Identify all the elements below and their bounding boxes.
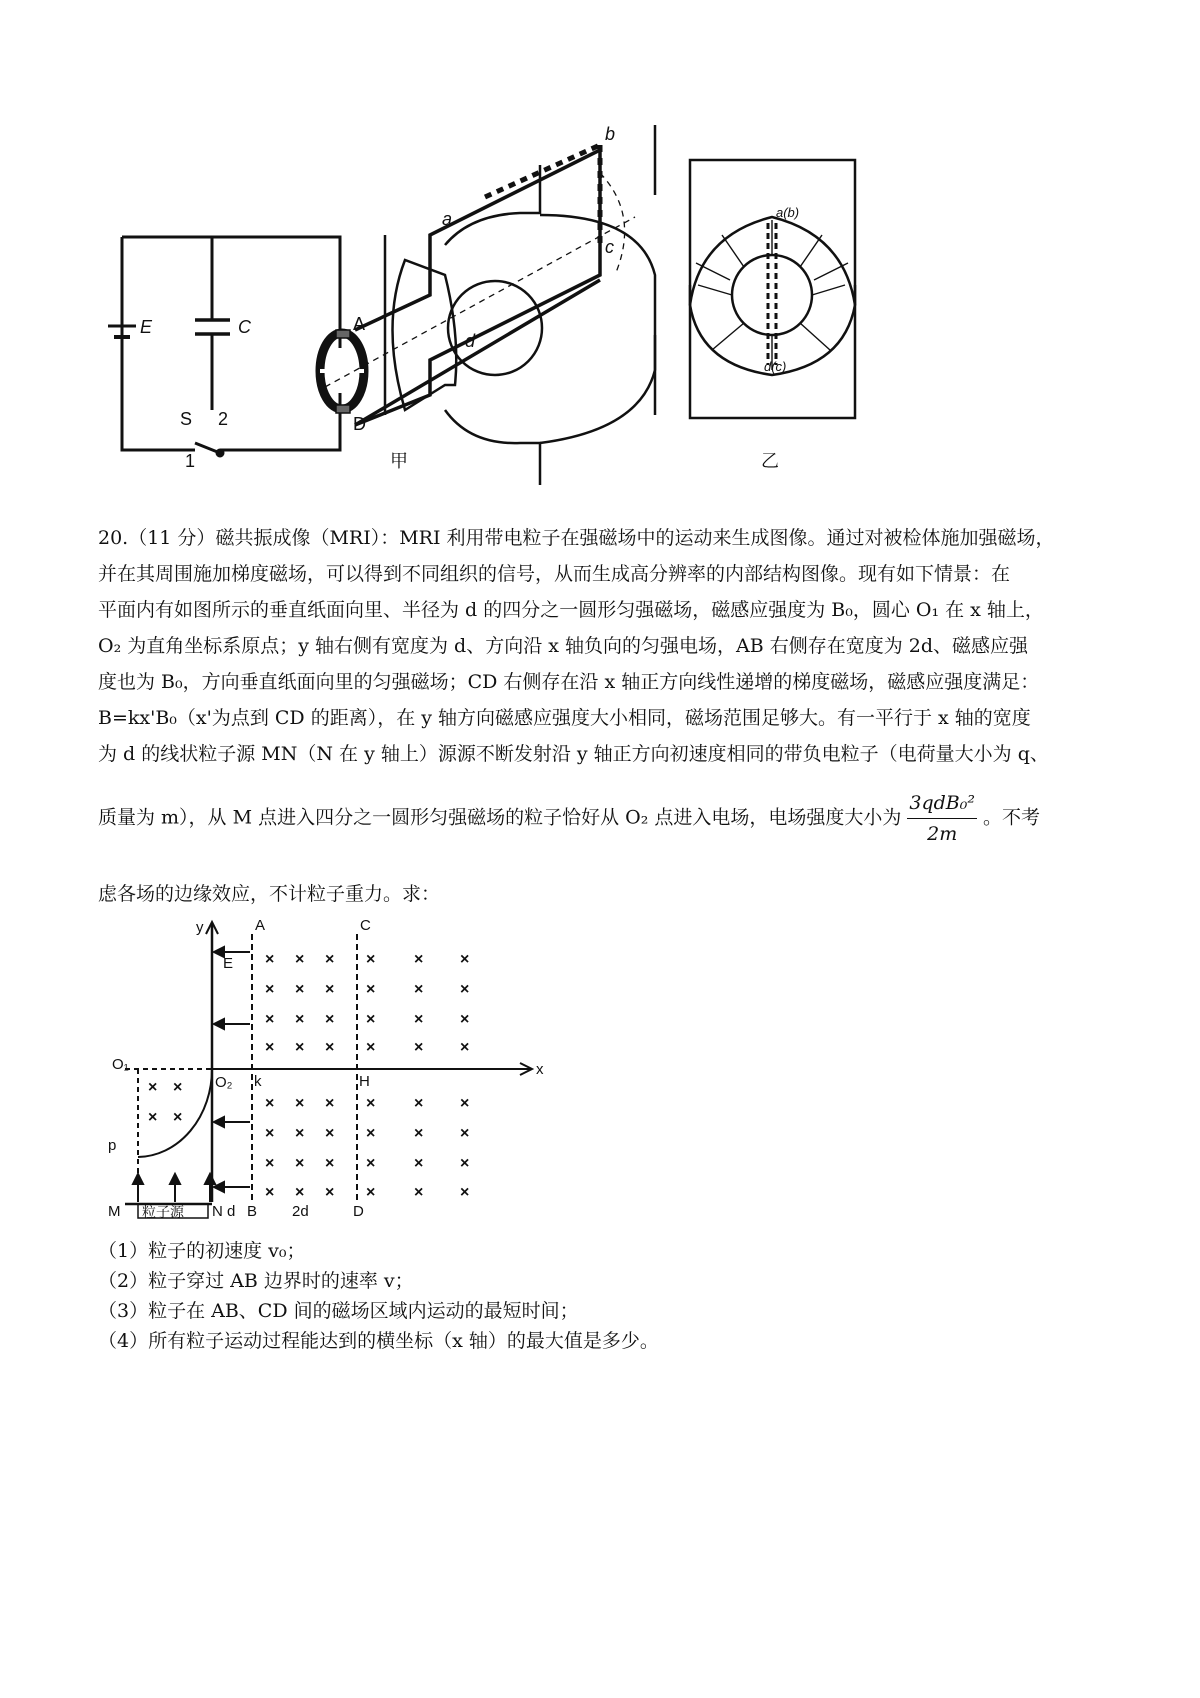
svg-text:×: × [265, 1125, 275, 1142]
svg-text:×: × [295, 951, 305, 968]
svg-text:×: × [265, 981, 275, 998]
caption-jia: 甲 [390, 451, 408, 471]
svg-text:×: × [366, 1011, 376, 1028]
label-D: D [353, 414, 366, 434]
label-2d: 2d [292, 1203, 309, 1220]
svg-text:×: × [295, 1095, 305, 1112]
label-A: A [353, 314, 366, 334]
svg-text:×: × [366, 981, 376, 998]
label-S: S [180, 409, 193, 429]
label-D: D [353, 1203, 364, 1220]
svg-text:×: × [460, 1125, 470, 1142]
radial-field-arrows [696, 220, 848, 370]
label-k: k [254, 1073, 262, 1090]
svg-text:×: × [265, 951, 275, 968]
label-1: 1 [185, 451, 196, 471]
label-O1: O₁ [112, 1056, 129, 1073]
circuit-wire-top [122, 237, 340, 348]
svg-text:×: × [414, 1125, 424, 1142]
problem-number: 20.（11 分） [98, 527, 216, 549]
label-M: M [108, 1203, 121, 1220]
svg-text:×: × [265, 1095, 275, 1112]
label-a-b: a(b) [776, 205, 800, 220]
label-x: x [536, 1061, 544, 1078]
svg-text:×: × [366, 1095, 376, 1112]
svg-text:×: × [295, 1125, 305, 1142]
svg-text:×: × [265, 1011, 275, 1028]
svg-text:×: × [325, 1184, 335, 1201]
svg-text:×: × [325, 981, 335, 998]
coil-ring [320, 330, 364, 413]
problem-line-1: 20.（11 分）磁共振成像（MRI）：MRI 利用带电粒子在强磁场中的运动来生成图像。通过对被检体施加强磁场， [98, 527, 1055, 549]
problem-line-2: 并在其周围施加梯度磁场，可以得到不同组织的信号，从而生成高分辨率的内部结构图像。现有如下情景：在 [98, 563, 1011, 585]
svg-text:×: × [414, 1039, 424, 1056]
mri-apparatus-figure [100, 125, 980, 520]
label-H: H [359, 1073, 370, 1090]
question-3: （3）粒子在 AB、CD 间的磁场区域内运动的最短时间； [98, 1300, 579, 1322]
svg-text:×: × [325, 951, 335, 968]
field-strength-fraction [907, 790, 977, 847]
fraction-denominator: 2m [927, 823, 958, 845]
svg-text:×: × [460, 951, 470, 968]
svg-text:×: × [414, 951, 424, 968]
svg-text:×: × [295, 1155, 305, 1172]
label-particle-source: 粒子源 [142, 1204, 184, 1220]
svg-text:×: × [265, 1184, 275, 1201]
label-y: y [196, 919, 204, 936]
fraction-numerator: 3qdB₀² [907, 790, 977, 819]
svg-text:×: × [295, 1011, 305, 1028]
question-2: （2）粒子穿过 AB 边界时的速率 v； [98, 1270, 414, 1292]
svg-text:×: × [325, 1125, 335, 1142]
caption-yi: 乙 [761, 451, 779, 471]
label-d: d [465, 331, 476, 351]
label-b: b [605, 125, 616, 144]
svg-text:×: × [366, 1155, 376, 1172]
svg-text:×: × [148, 1109, 158, 1126]
label-N-d: N d [212, 1203, 236, 1220]
rotating-coil [355, 150, 600, 425]
label-E: E [223, 955, 234, 972]
problem-line-5: 度也为 B₀，方向垂直纸面向里的匀强磁场；CD 右侧存在沿 x 轴正方向线性递增的梯度磁场，磁感应强度满足： [98, 671, 1040, 693]
label-a: a [442, 209, 453, 229]
magnetic-field-crosses [148, 951, 469, 1201]
label-B: B [247, 1203, 258, 1220]
label-c: c [605, 237, 614, 257]
label-p: p [108, 1137, 117, 1154]
svg-text:×: × [414, 981, 424, 998]
label-O2: O₂ [215, 1074, 233, 1091]
field-region-diagram [100, 912, 565, 1220]
svg-text:×: × [414, 1184, 424, 1201]
svg-text:×: × [460, 1039, 470, 1056]
label-2: 2 [218, 409, 229, 429]
svg-text:×: × [325, 1095, 335, 1112]
svg-text:×: × [173, 1109, 183, 1126]
svg-text:×: × [460, 981, 470, 998]
svg-text:×: × [460, 1184, 470, 1201]
svg-text:×: × [460, 1011, 470, 1028]
svg-text:×: × [366, 951, 376, 968]
svg-text:×: × [366, 1184, 376, 1201]
svg-text:×: × [325, 1011, 335, 1028]
svg-text:×: × [325, 1039, 335, 1056]
label-d-c: d(c) [764, 359, 787, 374]
circuit-wire-bottom [220, 393, 340, 450]
problem-line-7: 为 d 的线状粒子源 MN（N 在 y 轴上）源源不断发射沿 y 轴正方向初速度相同的带负电粒子（电荷量大小为 q、 [98, 743, 1049, 765]
label-E: E [140, 317, 153, 337]
label-C: C [360, 917, 371, 934]
question-1: （1）粒子的初速度 v₀； [98, 1240, 306, 1262]
svg-text:×: × [325, 1155, 335, 1172]
svg-text:×: × [148, 1079, 158, 1096]
svg-text:×: × [295, 1184, 305, 1201]
problem-line-6: B=kx'B₀（x'为点到 CD 的距离），在 y 轴方向磁感应强度大小相同，磁场范围足够大。有一平行于 x 轴的宽度 [98, 707, 1031, 729]
svg-text:×: × [460, 1095, 470, 1112]
problem-line-3: 平面内有如图所示的垂直纸面向里、半径为 d 的四分之一圆形匀强磁场，磁感应强度为 B₀，圆心 O₁ 在 x 轴上， [98, 599, 1044, 621]
problem-line-8: 质量为 m），从 M 点进入四分之一圆形匀强磁场的粒子恰好从 O₂ 点进入电场，电场强度大小为 $\frac{\text{3qdB₀²}}{2m}$ 。不考 [98, 792, 1040, 845]
svg-text:×: × [265, 1155, 275, 1172]
svg-text:×: × [366, 1039, 376, 1056]
problem-line-9: 虑各场的边缘效应，不计粒子重力。求： [98, 883, 441, 905]
svg-text:×: × [414, 1095, 424, 1112]
question-4: （4）所有粒子运动过程能达到的横坐标（x 轴）的最大值是多少。 [98, 1330, 659, 1352]
svg-text:×: × [265, 1039, 275, 1056]
problem-line-4: O₂ 为直角坐标系原点；y 轴右侧有宽度为 d、方向沿 x 轴负向的匀强电场，AB 右侧存在宽度为 2d、磁感应强 [98, 635, 1029, 657]
svg-text:×: × [295, 981, 305, 998]
source-velocity-arrows [133, 1174, 215, 1202]
svg-text:×: × [414, 1155, 424, 1172]
svg-text:×: × [366, 1125, 376, 1142]
svg-text:×: × [414, 1011, 424, 1028]
problem-statement [98, 520, 1108, 772]
svg-text:×: × [295, 1039, 305, 1056]
svg-text:×: × [460, 1155, 470, 1172]
svg-text:×: × [173, 1079, 183, 1096]
label-C: C [238, 317, 251, 337]
label-A: A [255, 917, 266, 934]
